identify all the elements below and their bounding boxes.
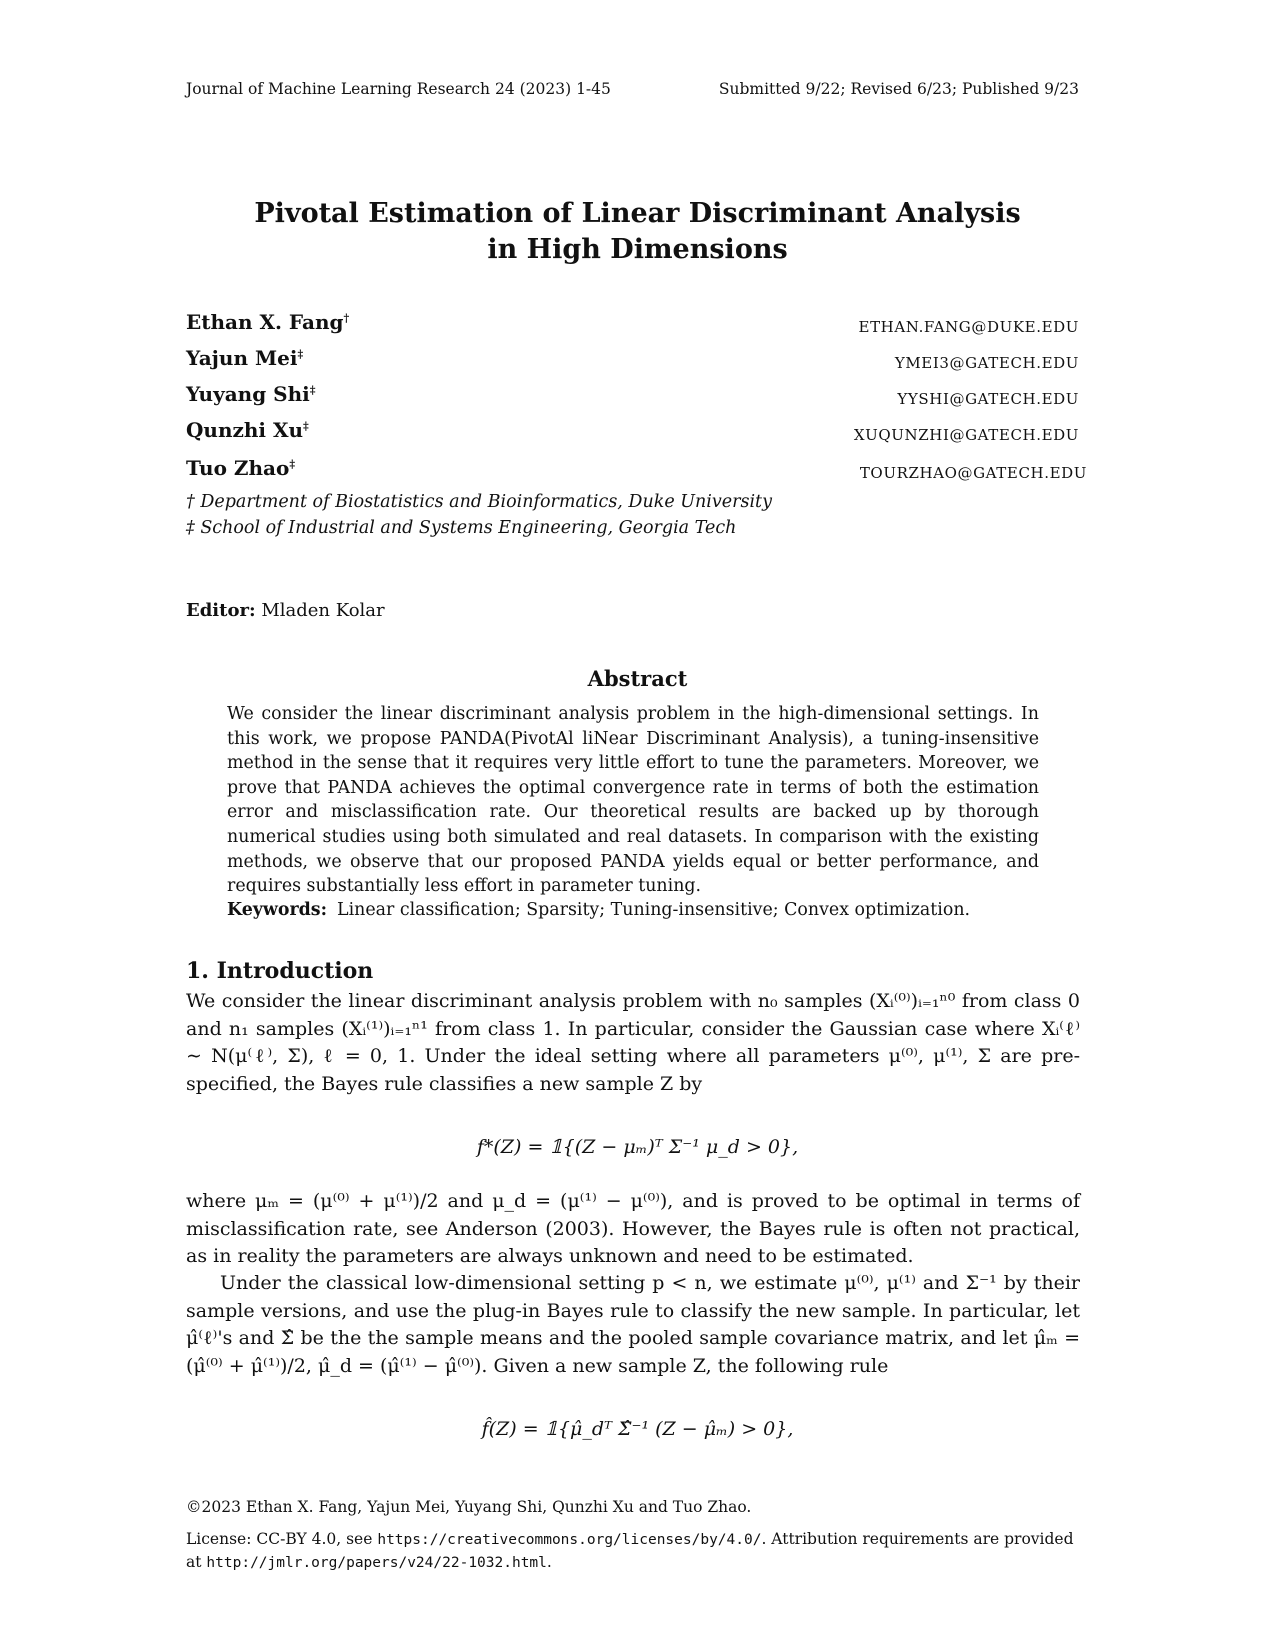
author-name: Ethan X. Fang† <box>186 310 350 334</box>
editor-name: Mladen Kolar <box>261 600 385 621</box>
editor-line <box>186 600 385 621</box>
affiliation: † Department of Biostatistics and Bioinformatics, Duke University <box>186 492 772 512</box>
author-email[interactable]: TOURZHAO@GATECH.EDU <box>859 464 1087 482</box>
author-email[interactable]: XUQUNZHI@GATECH.EDU <box>853 426 1079 444</box>
equation: f̂(Z) = 𝟙{μ̂_dᵀ Σ̂⁻¹ (Z − μ̂ₘ) > 0}, <box>481 1418 794 1440</box>
copyright-line: ©2023 Ethan X. Fang, Yajun Mei, Yuyang Shi, Qunzhi Xu and Tuo Zhao. <box>186 1498 752 1516</box>
title-line-2: in High Dimensions <box>487 234 788 265</box>
intro-paragraph: where μₘ = (μ⁽⁰⁾ + μ⁽¹⁾)/2 and μ_d = (μ⁽¹⁾ − μ⁽⁰⁾), and is proved to be optimal in terms of misclassification rate, see Anderson (2003). However, the Bayes rule is often not practical, as in reality the parameters are always unknown and need to be estimated. <box>186 1190 1080 1267</box>
equation: f*(Z) = 𝟙{(Z − μₘ)ᵀ Σ⁻¹ μ_d > 0}, <box>476 1136 799 1158</box>
author-email[interactable]: YMEI3@GATECH.EDU <box>894 354 1079 372</box>
keywords-label: Keywords: <box>227 900 328 920</box>
intro-paragraph: We consider the linear discriminant analysis problem with n₀ samples (Xᵢ⁽⁰⁾)ᵢ₌₁ⁿ⁰ from class 0 and n₁ samples (Xᵢ⁽¹⁾)ᵢ₌₁ⁿ¹ from class 1. In particular, consider the Gaussian case where Xᵢ⁽ℓ⁾ ∼ N(μ⁽ℓ⁾, Σ), ℓ = 0, 1. Under the ideal setting where all parameters μ⁽⁰⁾, μ⁽¹⁾, Σ are pre-specified, the Bayes rule classifies a new sample Z by <box>186 990 1080 1095</box>
abstract-text: We consider the linear discriminant analysis problem in the high-dimensional settings. In this work, we propose PANDA(PivotAl liNear Discriminant Analysis), a tuning-insensitive method in the sense that it requires very little effort to tune the parameters. Moreover, we prove that PANDA achieves the optimal convergence rate in terms of both the estimation error and misclassification rate. Our theoretical results are backed up by thorough numerical studies using both simulated and real datasets. In comparison with the existing methods, we observe that our proposed PANDA yields equal or better performance, and requires substantially less effort in parameter tuning. <box>227 704 1039 897</box>
paper-link[interactable]: http://jmlr.org/papers/v24/22-1032.html <box>206 1555 547 1571</box>
paper-title <box>0 196 1275 268</box>
author-name: Yuyang Shi‡ <box>186 382 316 406</box>
abstract-heading: Abstract <box>587 666 688 691</box>
keywords-line <box>227 900 1047 920</box>
journal-header: Journal of Machine Learning Research 24 (2023) 1-45 <box>186 80 611 98</box>
license-line: License: CC-BY 4.0, see https://creativecommons.org/licenses/by/4.0/. Attribution requirements are provided at http://jmlr.org/papers/v24/22-1032.html. <box>186 1530 1074 1571</box>
license-link[interactable]: https://creativecommons.org/licenses/by/4.0/ <box>377 1532 762 1548</box>
section-heading: 1. Introduction <box>186 958 374 984</box>
author-name: Qunzhi Xu‡ <box>186 418 309 442</box>
editor-label: Editor: <box>186 600 256 621</box>
affiliation: ‡ School of Industrial and Systems Engineering, Georgia Tech <box>186 518 737 538</box>
title-line-1: Pivotal Estimation of Linear Discriminant Analysis <box>254 198 1021 229</box>
author-name: Tuo Zhao‡ <box>186 456 296 480</box>
keywords-text: Linear classification; Sparsity; Tuning-insensitive; Convex optimization. <box>337 900 971 920</box>
author-email[interactable]: ETHAN.FANG@DUKE.EDU <box>858 318 1079 336</box>
author-name: Yajun Mei‡ <box>186 346 304 370</box>
author-email[interactable]: YYSHI@GATECH.EDU <box>897 390 1079 408</box>
intro-paragraph: Under the classical low-dimensional setting p < n, we estimate μ⁽⁰⁾, μ⁽¹⁾ and Σ⁻¹ by their sample versions, and use the plug-in Bayes rule to classify the new sample. In particular, let μ̂⁽ℓ⁾'s and Σ̂ be the the sample means and the pooled sample covariance matrix, and let μ̂ₘ = (μ̂⁽⁰⁾ + μ̂⁽¹⁾)/2, μ̂_d = (μ̂⁽¹⁾ − μ̂⁽⁰⁾). Given a new sample Z, the following rule <box>186 1272 1080 1377</box>
submission-dates: Submitted 9/22; Revised 6/23; Published 9/23 <box>718 80 1079 98</box>
